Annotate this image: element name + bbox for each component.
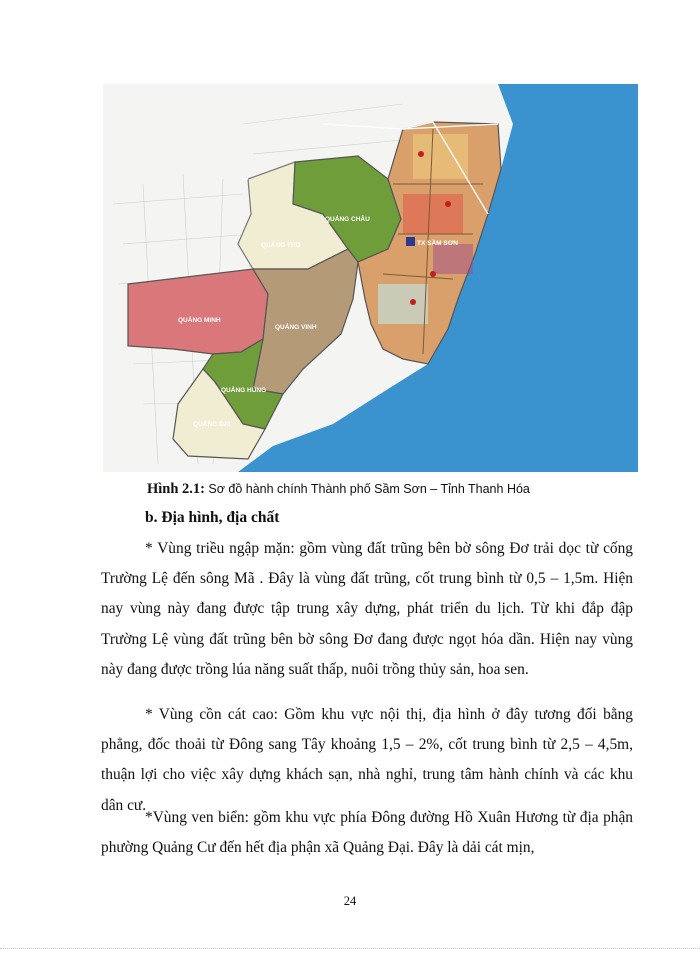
paragraph-3: *Vùng ven biển: gồm khu vực phía Đông đường Hồ Xuân Hương từ địa phận phường Quảng Cư đến hết địa phận xã Quảng Đại. Đây là dải cát mịn, bbox=[101, 809, 633, 857]
region-quang-minh bbox=[128, 269, 268, 354]
page-number: 24 bbox=[343, 894, 357, 908]
page-bottom-border bbox=[0, 948, 700, 949]
paragraph-2: * Vùng cồn cát cao: Gồm khu vực nội thị, địa hình ở đây tương đối bằng phẳng, đốc thoải từ Đông sang Tây khoảng 1,5 – 2%, cốt trung bình từ 2,5 – 4,5m, thuận lợi cho việc xây dựng khách sạn, nhà nghỉ, trung tâm hành chính và các khu dân cư. bbox=[101, 706, 633, 814]
label-quang-hung: QUẢNG HÙNG bbox=[221, 387, 267, 394]
label-quang-vinh: QUẢNG VINH bbox=[275, 324, 317, 331]
section-heading: b. Địa hình, địa chất bbox=[145, 509, 280, 526]
caption-label: Hình 2.1: bbox=[147, 481, 206, 497]
label-quang-dai: QUẢNG ĐẠI bbox=[193, 421, 231, 428]
administrative-map bbox=[103, 84, 638, 472]
caption-text: Sơ đồ hành chính Thành phố Sầm Sơn – Tỉnh Thanh Hóa bbox=[208, 482, 530, 496]
figure-caption bbox=[147, 481, 530, 498]
paragraph-1: * Vùng triều ngập mặn: gồm vùng đất trũng bên bờ sông Đơ trải dọc từ cống Trường Lệ đến sông Mã . Đây là vùng đất trũng, cốt trung bình từ 0,5 – 1,5m. Hiện nay vùng này đang được tập trung xây dựng, phát triển du lịch. Từ khi đắp đập Trường Lệ vùng đất trũng bên bờ sông Đơ đang được ngọt hóa dần. Hiện nay vùng này đang được trồng lúa năng suất thấp, nuôi trồng thủy sản, hoa sen. bbox=[101, 540, 633, 678]
label-quang-minh: QUẢNG MINH bbox=[178, 317, 221, 324]
label-quang-tho: QUẢNG THỌ bbox=[261, 242, 301, 249]
map-graphic bbox=[103, 84, 638, 472]
label-sam-son: TX SẦM SƠN bbox=[417, 240, 458, 247]
label-quang-chau: QUẢNG CHÂU bbox=[325, 216, 370, 223]
sam-son-marker bbox=[406, 237, 415, 246]
